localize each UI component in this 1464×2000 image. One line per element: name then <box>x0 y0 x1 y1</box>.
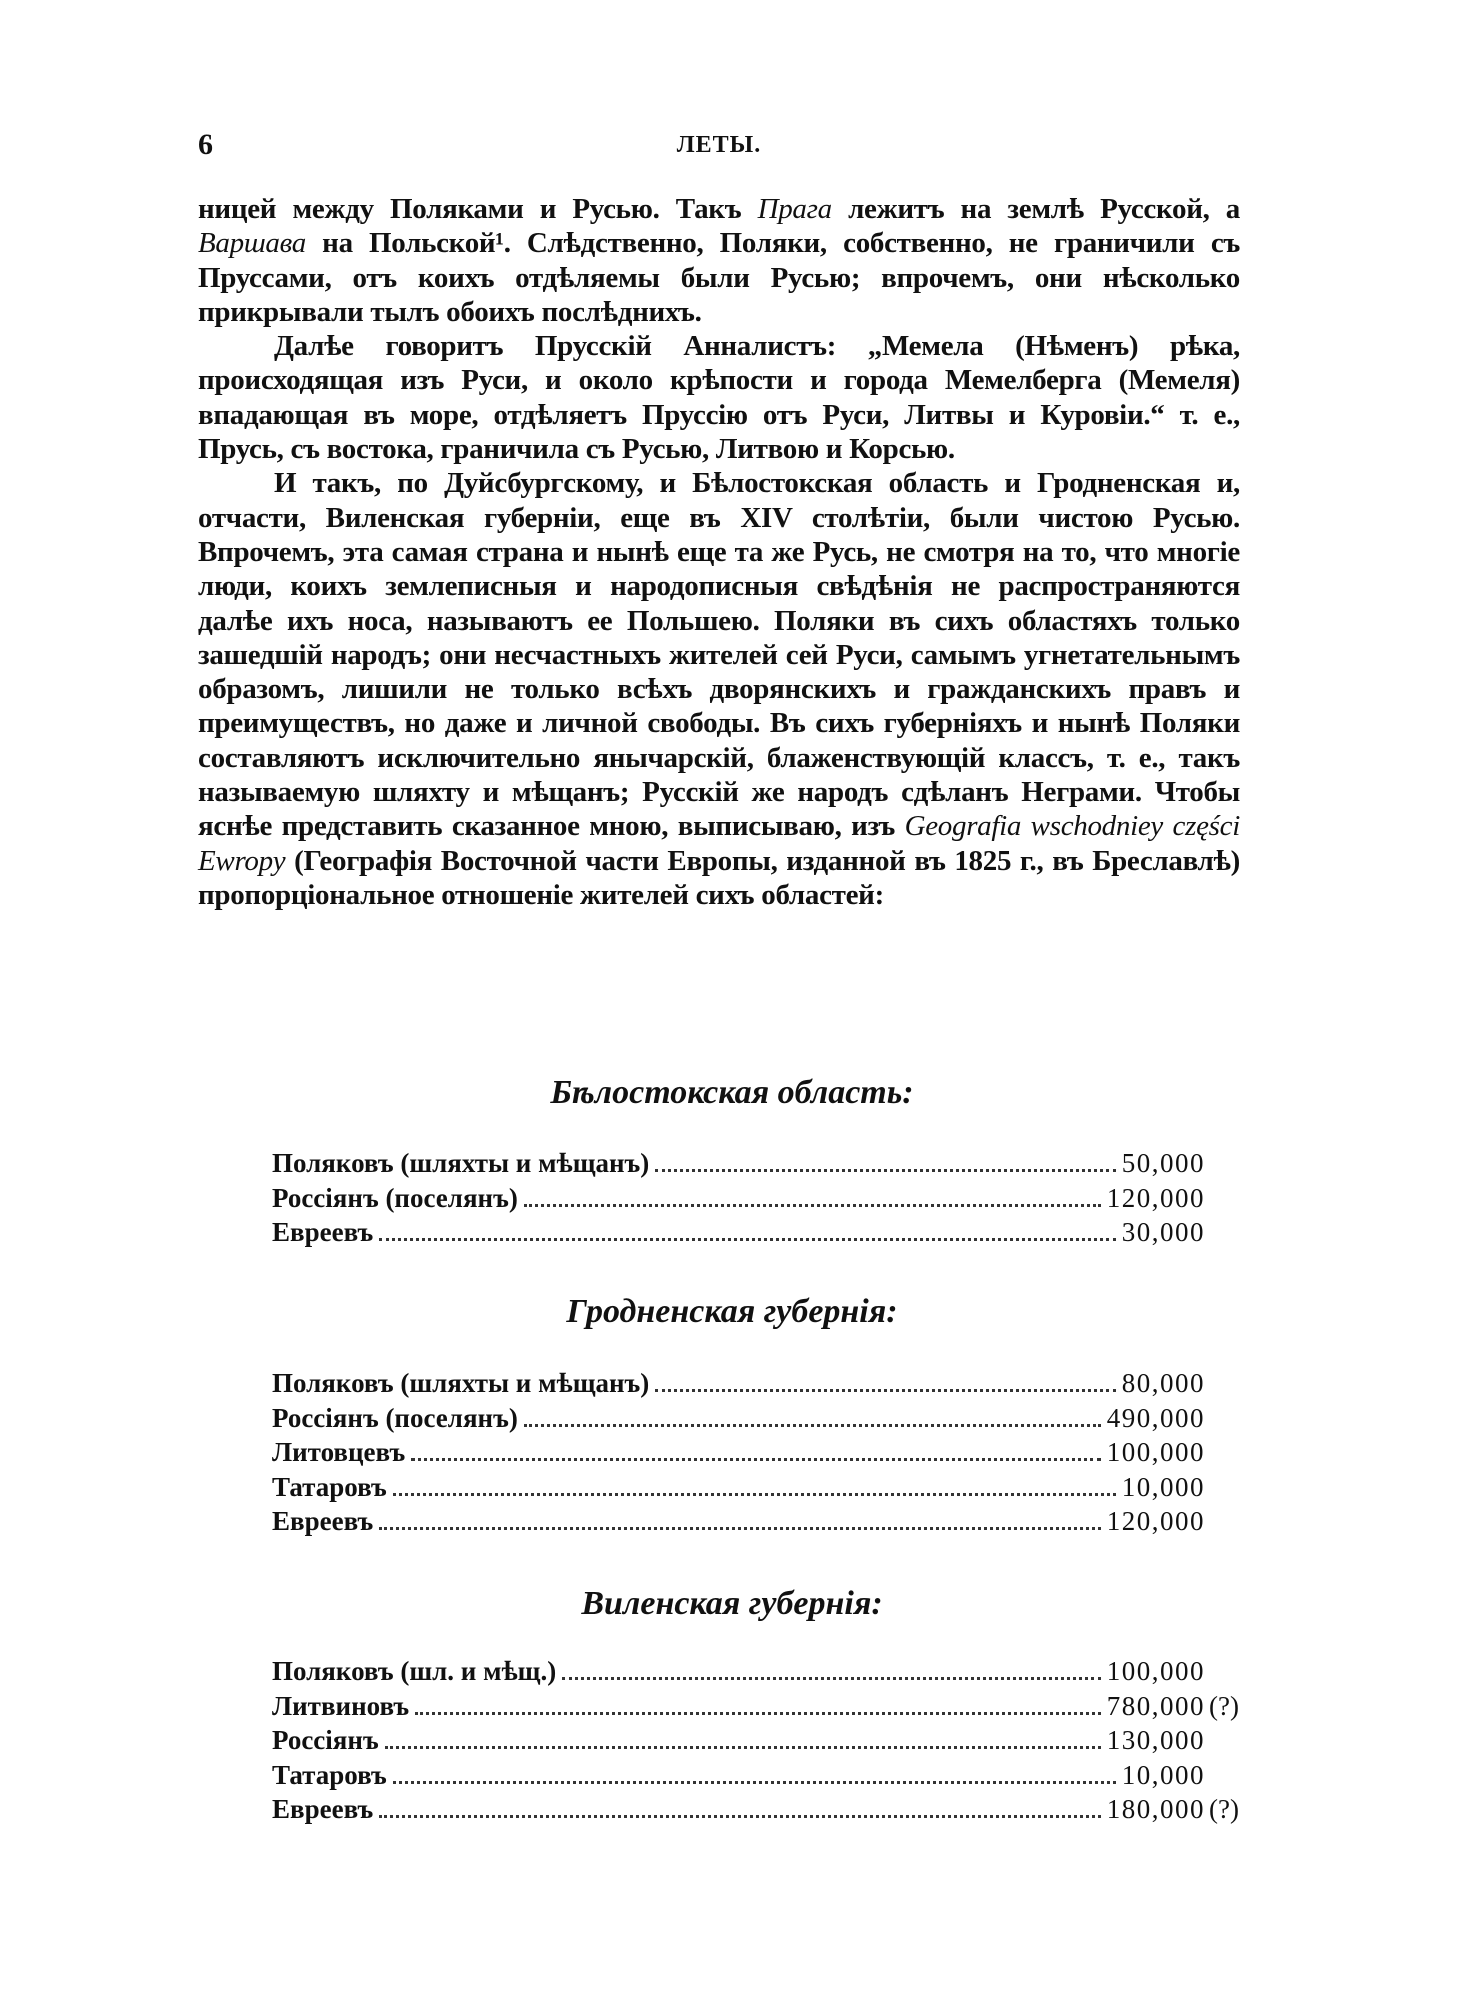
table-row <box>272 1183 1205 1218</box>
row-label: Поляковъ (шл. и мѣщ.) <box>272 1656 557 1686</box>
dot-leader <box>379 1815 1101 1818</box>
table-row <box>272 1794 1239 1829</box>
dot-leader <box>655 1169 1115 1172</box>
row-value: 120,000 <box>1106 1506 1205 1536</box>
italic-text: Geografia wschodniey części Ewropy <box>198 810 1240 877</box>
row-value: 100,000 <box>1106 1437 1205 1467</box>
dot-leader <box>562 1677 1101 1680</box>
population-table <box>272 1368 1205 1541</box>
row-value: 780,000 <box>1106 1690 1205 1721</box>
table-row <box>272 1506 1205 1541</box>
dot-leader <box>379 1238 1116 1241</box>
text-run: И такъ, по Дуйсбургскому, и Бѣлостокская область и Гродненская и, отчасти, Виленская губерніи, еще въ XIV столѣтіи, были чистою Русью. Впрочемъ, эта самая страна и нынѣ еще та же Русь, не смотря на то, что многіе люди, коихъ землеписныя и народописныя свѣдѣнія не распространяются далѣе ихъ носа, называютъ ее Польшею. Поляки въ сихъ областяхъ только зашедшій народъ; они несчастныхъ жителей сей Руси, самымъ угнетательнымъ образомъ, лишили не только всѣхъ дворянскихъ и гражданскихъ правъ и преимуществъ, но даже и личной свободы. Въ сихъ губерніяхъ и нынѣ Поляки составляютъ исключительно янычарскій, блаженствующій классъ, т. е., такъ называемую шляхту и мѣщанъ; Русскій же народъ сдѣланъ Неграми. Чтобы яснѣе представить сказанное мною, выписываю, изъ <box>198 467 1240 843</box>
dot-leader <box>411 1458 1101 1461</box>
row-label: Поляковъ (шляхты и мѣщанъ) <box>272 1148 650 1178</box>
row-note: (?) <box>1209 1794 1239 1824</box>
text-run: на Польской¹. Слѣдственно, Поляки, собственно, не граничили съ Пруссами, отъ коихъ отдѣляемы были Русью; впрочемъ, они нѣсколько прикрывали тылъ обоихъ послѣднихъ. <box>198 227 1240 328</box>
row-value: 120,000 <box>1106 1182 1205 1213</box>
table-row <box>272 1760 1205 1795</box>
row-value: 180,000 <box>1106 1794 1205 1824</box>
dot-leader <box>393 1493 1116 1496</box>
running-title: ЛЕТЫ. <box>676 132 762 158</box>
population-table <box>272 1656 1239 1829</box>
row-label: Литвиновъ <box>272 1690 410 1721</box>
row-value: 50,000 <box>1121 1148 1205 1178</box>
row-value: 10,000 <box>1121 1471 1205 1502</box>
row-value: 100,000 <box>1106 1656 1205 1686</box>
italic-text: Варшава <box>198 227 306 260</box>
section-title: Гродненская губернія: <box>566 1293 898 1330</box>
row-label: Литовцевъ <box>272 1437 406 1467</box>
row-value: 30,000 <box>1121 1217 1205 1247</box>
table-row <box>272 1368 1205 1403</box>
table-row <box>272 1725 1205 1760</box>
dot-leader <box>393 1781 1116 1784</box>
text-run: Далѣе говоритъ Прусскій Анналистъ: „Мемела (Нѣменъ) рѣка, происходящая изъ Руси, и около крѣпости и города Мемелберга (Мемеля) впадающая въ море, отдѣляетъ Пруссію отъ Руси, Литвы и Куровіи.“ т. е., Прусь, съ востока, граничила съ Русью, Литвою и Корсью. <box>198 330 1240 466</box>
population-table <box>272 1148 1205 1252</box>
text-run: лежитъ на землѣ Русской, а <box>831 193 1240 225</box>
row-label: Евреевъ <box>272 1794 374 1824</box>
text-run: ницей между Поляками и Русью. Такъ <box>198 193 758 225</box>
table-row <box>272 1472 1205 1507</box>
table-row <box>272 1217 1205 1252</box>
dot-leader <box>655 1389 1115 1392</box>
page-header <box>198 128 1240 168</box>
page-number: 6 <box>198 128 213 161</box>
dot-leader <box>415 1712 1101 1715</box>
row-value: 10,000 <box>1121 1759 1205 1790</box>
italic-text: Прага <box>757 193 832 225</box>
paragraph <box>198 329 1240 466</box>
text-run: (Географія Восточной части Европы, изданной въ 1825 г., въ Бреславлѣ) пропорціональное отношеніе жителей сихъ областей: <box>198 844 1240 911</box>
row-label: Евреевъ <box>272 1217 374 1247</box>
table-row <box>272 1690 1239 1726</box>
table-row <box>272 1437 1205 1472</box>
row-label: Татаровъ <box>272 1759 387 1790</box>
row-label: Россіянъ <box>272 1725 379 1755</box>
dot-leader <box>524 1204 1101 1207</box>
table-row <box>272 1403 1205 1438</box>
section-title: Бѣлостокская область: <box>550 1074 914 1111</box>
dot-leader <box>385 1746 1101 1749</box>
row-note: (?) <box>1209 1690 1239 1721</box>
row-label: Евреевъ <box>272 1506 374 1536</box>
paragraph <box>198 466 1240 912</box>
table-row <box>272 1148 1205 1183</box>
table-row <box>272 1656 1205 1691</box>
dot-leader <box>524 1424 1101 1427</box>
row-value: 80,000 <box>1121 1368 1205 1398</box>
row-value: 490,000 <box>1106 1402 1205 1433</box>
body-text <box>198 192 1240 912</box>
row-label: Россіянъ (поселянъ) <box>272 1402 518 1433</box>
section-title: Виленская губернія: <box>581 1585 883 1622</box>
row-label: Россіянъ (поселянъ) <box>272 1182 518 1213</box>
paragraph <box>198 192 1240 329</box>
row-label: Поляковъ (шляхты и мѣщанъ) <box>272 1368 650 1398</box>
row-value: 130,000 <box>1106 1725 1205 1755</box>
row-label: Татаровъ <box>272 1471 387 1502</box>
dot-leader <box>379 1527 1101 1530</box>
